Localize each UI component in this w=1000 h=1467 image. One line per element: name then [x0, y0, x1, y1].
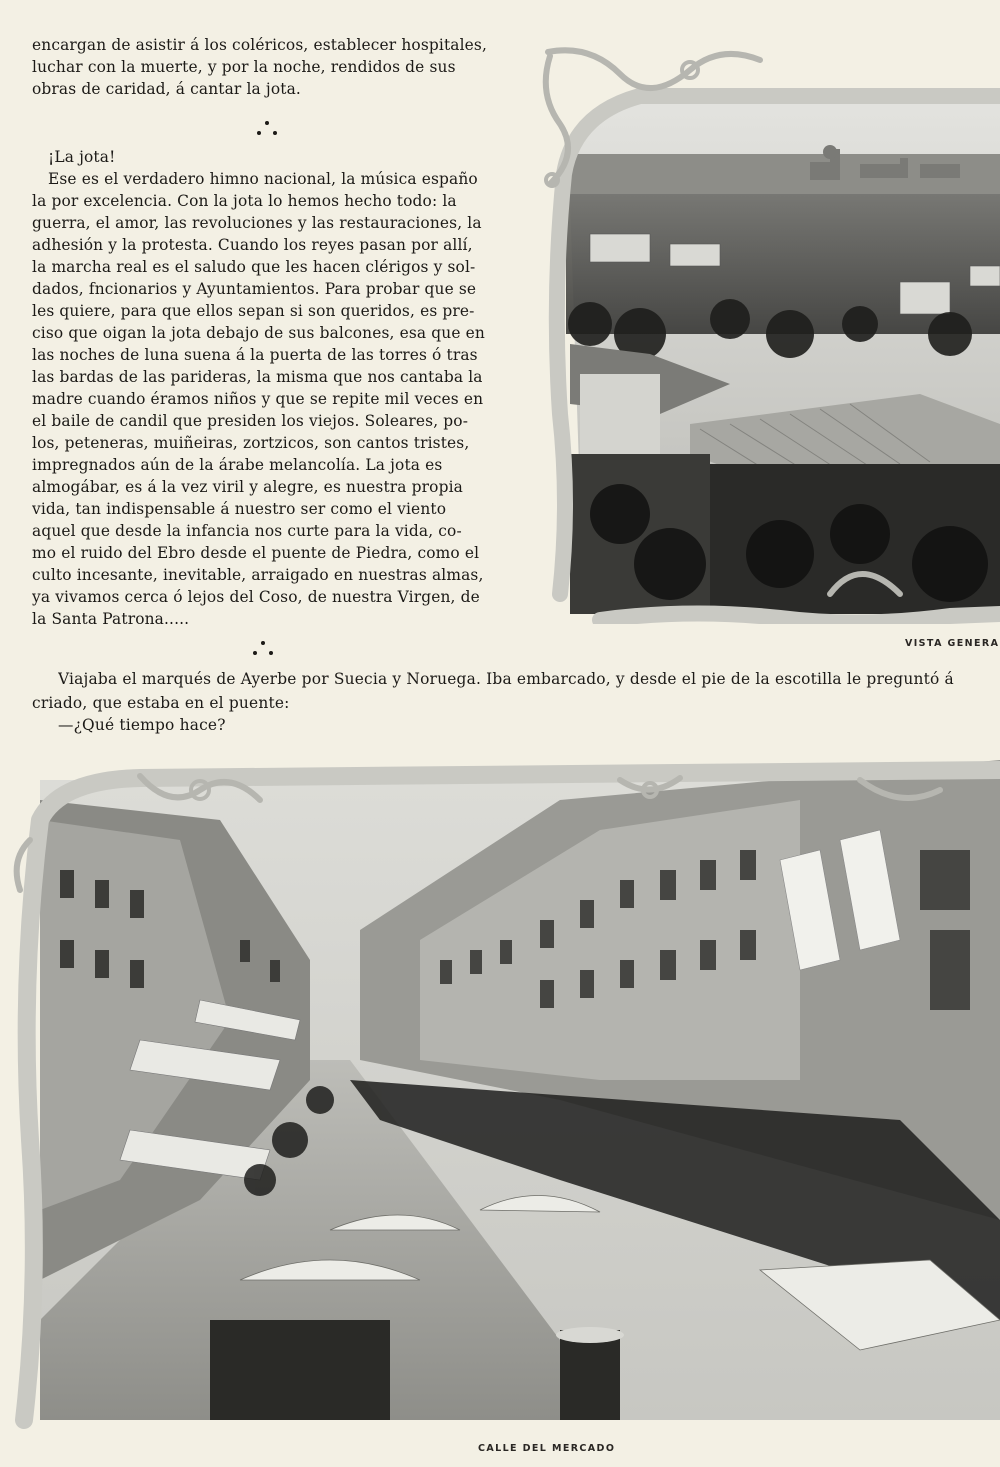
text-line: impregnados aún de la árabe melancolía. La jota es [32, 456, 443, 474]
text-line: la Santa Patrona..... [32, 610, 190, 628]
text-line: la por excelencia. Con la jota lo hemos hecho todo: la [32, 192, 457, 210]
text-line: ¡La jota! [48, 148, 116, 166]
photo-calle-del-mercado [0, 760, 1000, 1440]
text-line: madre cuando éramos niños y que se repite mil veces en [32, 390, 484, 408]
text-line: el baile de candil que presiden los viejos. Soleares, po- [32, 412, 469, 430]
vista-general-illustration [530, 34, 1000, 624]
text-line: los, peteneras, muiñeiras, zortzicos, son cantos tristes, [32, 434, 470, 452]
text-line: adhesión y la protesta. Cuando los reyes pasan por allí, [32, 236, 473, 254]
text-line: obras de caridad, á cantar la jota. [32, 80, 301, 98]
text-line: vida, tan indispensable á nuestro ser como el viento [32, 500, 447, 518]
photo-vista-general [530, 34, 1000, 624]
text-line: culto incesante, inevitable, arraigado en nuestras almas, [32, 566, 484, 584]
text-line: —¿Qué tiempo hace? [58, 716, 226, 734]
text-line: les quiere, para que ellos sepan si son queridos, es pre- [32, 302, 475, 320]
text-line: ya vivamos cerca ó lejos del Coso, de nuestra Virgen, de [32, 588, 480, 606]
text-line: las noches de luna suena á la puerta de las torres ó tras [32, 346, 478, 364]
text-line: aquel que desde la infancia nos curte para la vida, co- [32, 522, 462, 540]
text-line: criado, que estaba en el puente: [32, 694, 290, 712]
text-line: Ese es el verdadero himno nacional, la música españo [48, 170, 478, 188]
text-line: luchar con la muerte, y por la noche, rendidos de sus [32, 58, 456, 76]
text-line: guerra, el amor, las revoluciones y las restauraciones, la [32, 214, 482, 232]
text-line: mo el ruido del Ebro desde el puente de Piedra, como el [32, 544, 480, 562]
caption-vista-general: VISTA GENERA [905, 638, 1000, 649]
text-line: almogábar, es á la vez viril y alegre, es nuestra propia [32, 478, 463, 496]
calle-del-mercado-illustration [0, 760, 1000, 1440]
asterism-divider [254, 120, 284, 140]
caption-calle-del-mercado: CALLE DEL MERCADO [478, 1443, 616, 1454]
text-line: las bardas de las parideras, la misma que nos cantaba la [32, 368, 483, 386]
text-line: Viajaba el marqués de Ayerbe por Suecia y Noruega. Iba embarcado, y desde el pie de la escotilla le preguntó á [58, 670, 954, 688]
text-line: ciso que oigan la jota debajo de sus balcones, esa que en [32, 324, 485, 342]
asterism-divider [250, 640, 280, 660]
text-line: la marcha real es el saludo que les hacen clérigos y sol- [32, 258, 476, 276]
text-line: encargan de asistir á los coléricos, establecer hospitales, [32, 36, 488, 54]
text-line: dados, fncionarios y Ayuntamientos. Para probar que se [32, 280, 477, 298]
